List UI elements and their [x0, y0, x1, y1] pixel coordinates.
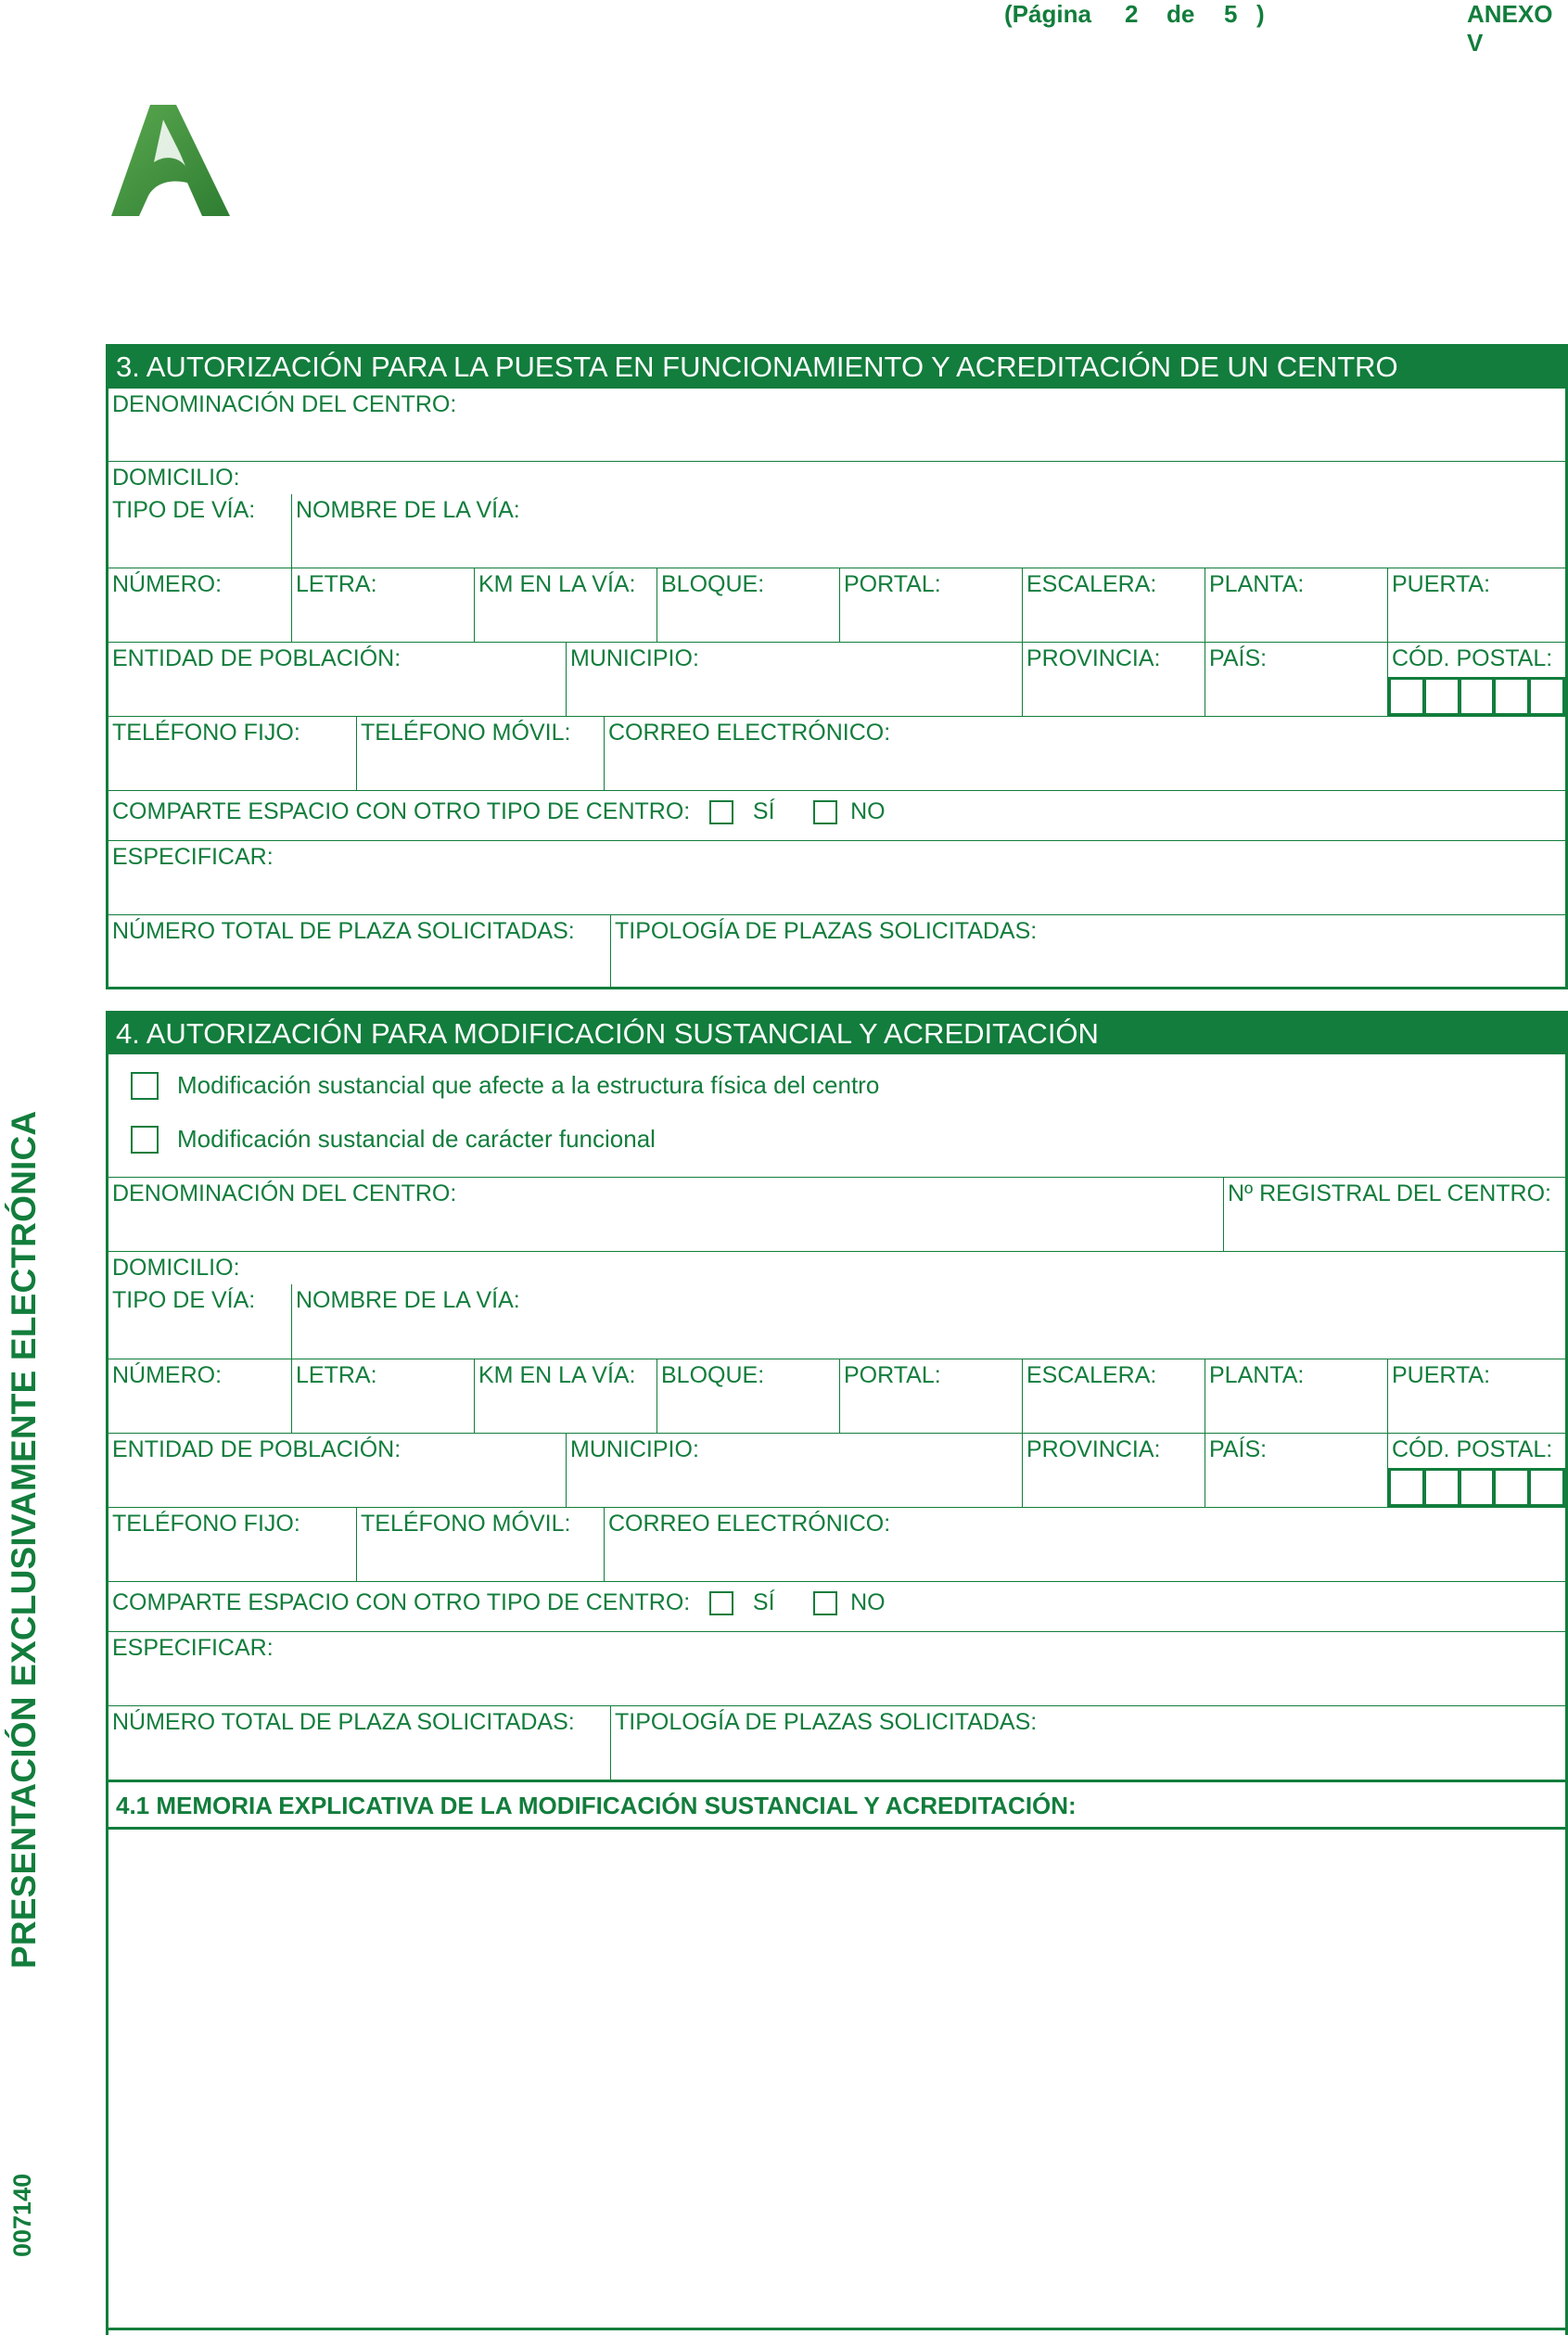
pais-label-4: PAÍS: — [1209, 1436, 1268, 1462]
row-memoria-title — [108, 1780, 1565, 1830]
escalera-field-4[interactable] — [1022, 1359, 1205, 1433]
si-checkbox-4[interactable] — [709, 1591, 733, 1615]
section-4-title: 4. AUTORIZACIÓN PARA MODIFICACIÓN SUSTANCIAL Y ACREDITACIÓN — [108, 1014, 1565, 1054]
row-comparte — [108, 790, 1565, 840]
form-code: 007140 — [8, 2173, 36, 2257]
cod-postal-label-4: CÓD. POSTAL: — [1392, 1436, 1553, 1462]
section-3-title: 3. AUTORIZACIÓN PARA LA PUESTA EN FUNCIONAMIENTO Y ACREDITACIÓN DE UN CENTRO — [108, 347, 1565, 388]
nombre-via-field[interactable] — [291, 494, 1565, 568]
escalera-label: ESCALERA: — [1026, 571, 1157, 597]
row-domicilio — [108, 461, 1565, 568]
row-address-details — [108, 568, 1565, 642]
memoria-textarea[interactable] — [108, 1830, 1565, 2330]
km-field-4[interactable] — [474, 1359, 657, 1433]
row-domicilio-4 — [108, 1251, 1565, 1359]
municipio-label: MUNICIPIO: — [570, 645, 699, 671]
si-label-4: SÍ — [752, 1589, 775, 1615]
row-especificar — [108, 840, 1565, 914]
functional-checkbox[interactable] — [131, 1126, 159, 1154]
escalera-label-4: ESCALERA: — [1026, 1362, 1157, 1388]
no-label-4: NO — [850, 1589, 886, 1615]
correo-label: CORREO ELECTRÓNICO: — [608, 720, 891, 746]
numero-total-label: NÚMERO TOTAL DE PLAZA SOLICITADAS: — [112, 918, 575, 944]
row-denominacion — [108, 388, 1565, 461]
memoria-title: 4.1 MEMORIA EXPLICATIVA DE LA MODIFICACIÓN SUSTANCIAL Y ACREDITACIÓN: — [116, 1792, 1077, 1819]
page-total: 5 — [1224, 0, 1238, 28]
page-current: 2 — [1125, 0, 1139, 28]
row-denominacion-4 — [108, 1177, 1565, 1251]
denominacion-field[interactable] — [108, 389, 1565, 461]
telefono-movil-field-4[interactable] — [356, 1508, 604, 1581]
row-location — [108, 642, 1565, 716]
page-of: de — [1166, 0, 1195, 28]
row-modification-options — [108, 1054, 1565, 1177]
numero-label-4: NÚMERO: — [112, 1362, 223, 1388]
comparte-label-4: COMPARTE ESPACIO CON OTRO TIPO DE CENTRO: — [112, 1589, 691, 1615]
option-structural — [131, 1071, 879, 1100]
telefono-fijo-label: TELÉFONO FIJO: — [112, 720, 300, 746]
comparte-question — [112, 798, 886, 825]
numero-field[interactable] — [108, 568, 291, 642]
denominacion-label-4: DENOMINACIÓN DEL CENTRO: — [112, 1180, 457, 1206]
cod-postal-boxes-4[interactable] — [1388, 1468, 1565, 1507]
telefono-movil-label: TELÉFONO MÓVIL: — [361, 720, 571, 746]
pais-field-4[interactable] — [1205, 1434, 1387, 1507]
domicilio-label-4: DOMICILIO: — [112, 1255, 240, 1281]
nombre-via-label: NOMBRE DE LA VÍA: — [296, 497, 520, 523]
bloque-field-4[interactable] — [657, 1359, 839, 1433]
nombre-via-field-4[interactable] — [291, 1284, 1565, 1359]
tipo-via-label: TIPO DE VÍA: — [112, 497, 256, 523]
cod-postal-label: CÓD. POSTAL: — [1392, 645, 1553, 671]
tipologia-label-4: TIPOLOGÍA DE PLAZAS SOLICITADAS: — [615, 1709, 1038, 1735]
denominacion-field-4[interactable] — [108, 1178, 1223, 1251]
bloque-label-4: BLOQUE: — [661, 1362, 765, 1388]
row-contact — [108, 716, 1565, 790]
provincia-field[interactable] — [1022, 643, 1205, 716]
puerta-field-4[interactable] — [1387, 1359, 1565, 1433]
puerta-label: PUERTA: — [1392, 571, 1491, 597]
numero-total-label-4: NÚMERO TOTAL DE PLAZA SOLICITADAS: — [112, 1709, 575, 1735]
entidad-label: ENTIDAD DE POBLACIÓN: — [112, 645, 402, 671]
registral-label: Nº REGISTRAL DEL CENTRO: — [1228, 1180, 1551, 1206]
junta-andalucia-logo — [106, 97, 236, 218]
bloque-label: BLOQUE: — [661, 571, 765, 597]
si-label: SÍ — [752, 798, 775, 824]
portal-field[interactable] — [839, 568, 1022, 642]
row-plazas — [108, 914, 1565, 987]
km-label-4: KM EN LA VÍA: — [478, 1362, 636, 1388]
planta-field-4[interactable] — [1205, 1359, 1387, 1433]
pais-field[interactable] — [1205, 643, 1387, 716]
option-functional-label: Modificación sustancial de carácter funcional — [177, 1125, 656, 1153]
especificar-label-4: ESPECIFICAR: — [112, 1635, 274, 1661]
puerta-field[interactable] — [1387, 568, 1565, 642]
row-comparte-4 — [108, 1581, 1565, 1631]
registral-field[interactable] — [1223, 1178, 1565, 1251]
letra-label: LETRA: — [296, 571, 377, 597]
km-field[interactable] — [474, 568, 657, 642]
tipologia-label: TIPOLOGÍA DE PLAZAS SOLICITADAS: — [615, 918, 1038, 944]
municipio-field[interactable] — [566, 643, 1022, 716]
entidad-field[interactable] — [108, 643, 566, 716]
cod-postal-field — [1387, 643, 1565, 716]
provincia-label: PROVINCIA: — [1026, 645, 1161, 671]
cod-postal-field-4 — [1387, 1434, 1565, 1507]
planta-label: PLANTA: — [1209, 571, 1305, 597]
letra-field-4[interactable] — [291, 1359, 474, 1433]
section-3 — [106, 344, 1568, 989]
tipologia-field[interactable] — [610, 915, 1565, 987]
correo-field-4[interactable] — [604, 1508, 1565, 1581]
puerta-label-4: PUERTA: — [1392, 1362, 1491, 1388]
telefono-fijo-field[interactable] — [108, 717, 356, 790]
option-structural-label: Modificación sustancial que afecte a la estructura física del centro — [177, 1071, 880, 1099]
municipio-label-4: MUNICIPIO: — [570, 1436, 699, 1462]
provincia-field-4[interactable] — [1022, 1434, 1205, 1507]
tipo-via-label-4: TIPO DE VÍA: — [112, 1287, 256, 1313]
planta-label-4: PLANTA: — [1209, 1362, 1305, 1388]
entidad-field-4[interactable] — [108, 1434, 566, 1507]
portal-label-4: PORTAL: — [844, 1362, 941, 1388]
cod-postal-boxes[interactable] — [1388, 677, 1565, 716]
bloque-field[interactable] — [657, 568, 839, 642]
especificar-label: ESPECIFICAR: — [112, 844, 274, 870]
correo-label-4: CORREO ELECTRÓNICO: — [608, 1511, 891, 1537]
comparte-question-4 — [112, 1589, 886, 1616]
row-especificar-4 — [108, 1631, 1565, 1705]
provincia-label-4: PROVINCIA: — [1026, 1436, 1161, 1462]
domicilio-label: DOMICILIO: — [112, 465, 240, 491]
no-checkbox[interactable] — [813, 800, 837, 824]
page-label: (Página — [1004, 0, 1091, 28]
numero-total-field-4[interactable] — [108, 1706, 610, 1780]
si-checkbox[interactable] — [709, 800, 733, 824]
numero-field-4[interactable] — [108, 1359, 291, 1433]
especificar-field[interactable] — [108, 841, 1565, 914]
nombre-via-label-4: NOMBRE DE LA VÍA: — [296, 1287, 520, 1313]
entidad-label-4: ENTIDAD DE POBLACIÓN: — [112, 1436, 402, 1462]
telefono-fijo-field-4[interactable] — [108, 1508, 356, 1581]
numero-label: NÚMERO: — [112, 571, 223, 597]
comparte-label: COMPARTE ESPACIO CON OTRO TIPO DE CENTRO: — [112, 798, 691, 824]
no-label: NO — [850, 798, 886, 824]
portal-field-4[interactable] — [839, 1359, 1022, 1433]
page-close: ) — [1256, 0, 1265, 28]
option-functional — [131, 1125, 656, 1154]
annex-label: ANEXO V — [1467, 0, 1553, 57]
telefono-fijo-label-4: TELÉFONO FIJO: — [112, 1511, 300, 1537]
sidebar-text: PRESENTACIÓN EXCLUSIVAMENTE ELECTRÓNICA — [5, 1110, 43, 1969]
row-location-4 — [108, 1433, 1565, 1507]
section-4 — [106, 1011, 1568, 2335]
telefono-movil-label-4: TELÉFONO MÓVIL: — [361, 1511, 571, 1537]
denominacion-label: DENOMINACIÓN DEL CENTRO: — [112, 391, 457, 417]
structural-checkbox[interactable] — [131, 1072, 159, 1100]
especificar-field-4[interactable] — [108, 1632, 1565, 1705]
telefono-movil-field[interactable] — [356, 717, 604, 790]
escalera-field[interactable] — [1022, 568, 1205, 642]
pais-label: PAÍS: — [1209, 645, 1268, 671]
portal-label: PORTAL: — [844, 571, 941, 597]
km-label: KM EN LA VÍA: — [478, 571, 636, 597]
row-address-details-4 — [108, 1359, 1565, 1433]
planta-field[interactable] — [1205, 568, 1387, 642]
correo-field[interactable] — [604, 717, 1565, 790]
tipo-via-field-4[interactable] — [108, 1284, 291, 1359]
letra-label-4: LETRA: — [296, 1362, 377, 1388]
row-plazas-4 — [108, 1705, 1565, 1780]
numero-total-field[interactable] — [108, 915, 610, 987]
row-contact-4 — [108, 1507, 1565, 1581]
letra-field[interactable] — [291, 568, 474, 642]
municipio-field-4[interactable] — [566, 1434, 1022, 1507]
tipologia-field-4[interactable] — [610, 1706, 1565, 1780]
no-checkbox-4[interactable] — [813, 1591, 837, 1615]
tipo-via-field[interactable] — [108, 494, 291, 568]
